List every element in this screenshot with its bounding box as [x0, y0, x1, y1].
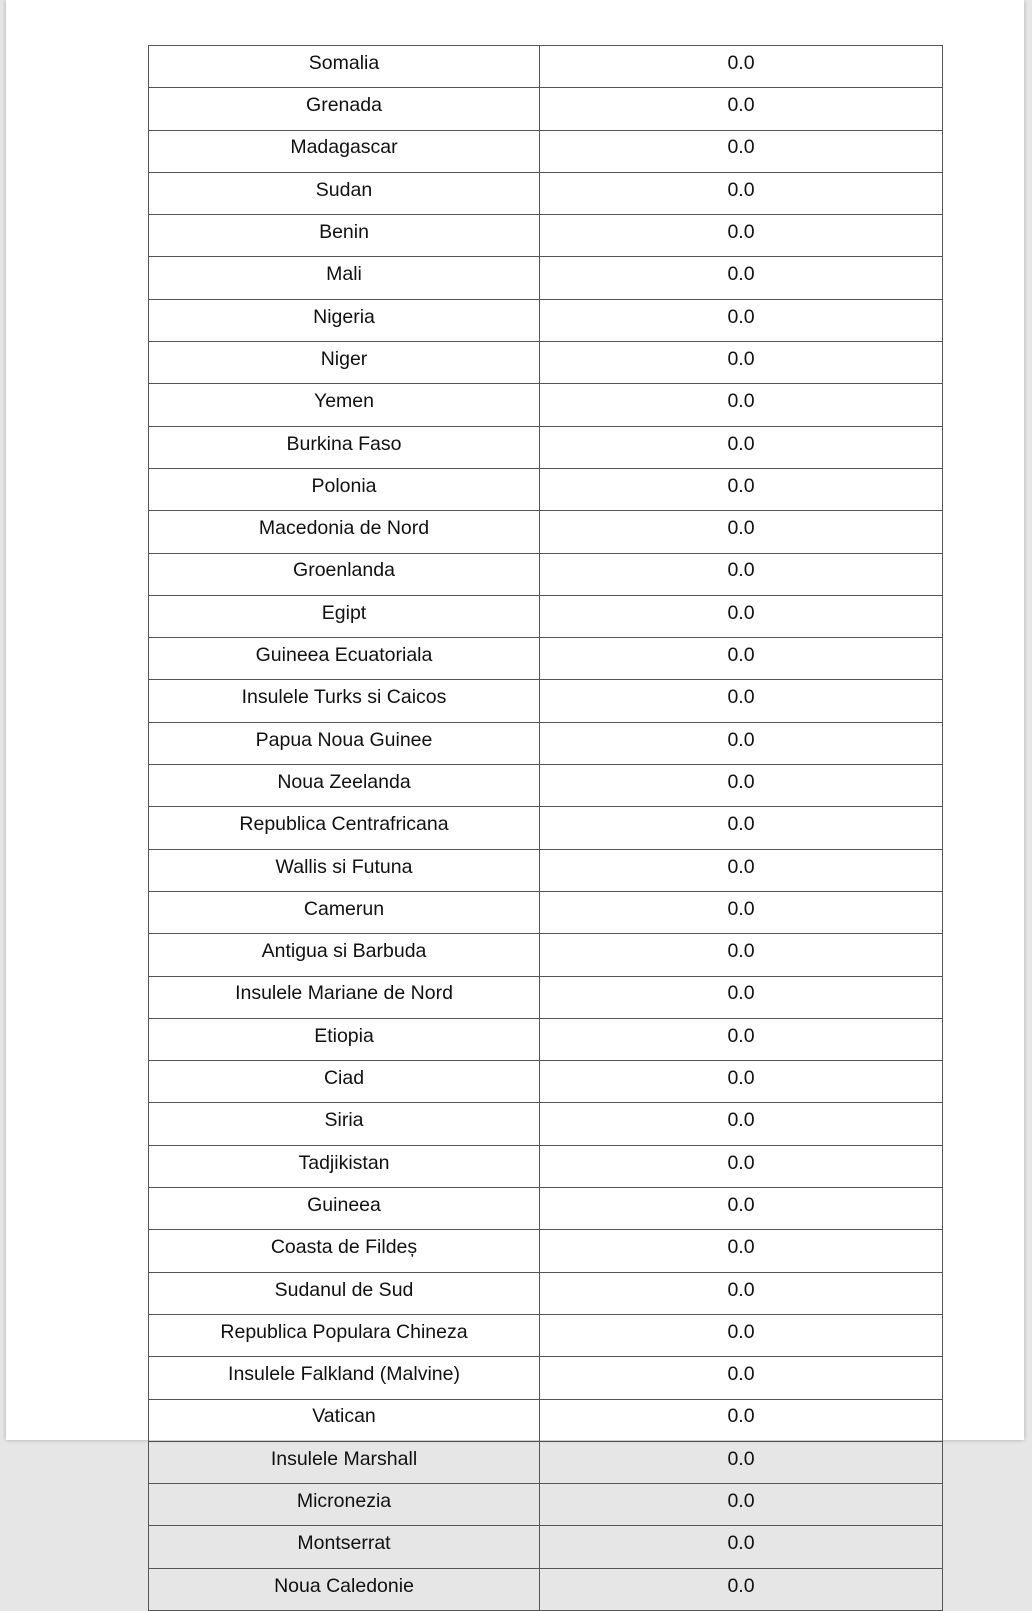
country-cell: Guineea Ecuatoriala [149, 638, 540, 680]
value-cell: 0.0 [540, 257, 943, 299]
country-cell: Siria [149, 1103, 540, 1145]
value-cell: 0.0 [540, 1230, 943, 1272]
value-cell: 0.0 [540, 1061, 943, 1103]
country-cell: Ciad [149, 1061, 540, 1103]
country-cell: Somalia [149, 46, 540, 88]
table-row [149, 1568, 943, 1610]
country-cell: Guineea [149, 1188, 540, 1230]
table-row [149, 976, 943, 1018]
country-cell: Republica Centrafricana [149, 807, 540, 849]
table-row [149, 130, 943, 172]
value-cell: 0.0 [540, 765, 943, 807]
table-body [149, 46, 943, 1611]
country-cell: Benin [149, 215, 540, 257]
table-row [149, 1526, 943, 1568]
value-cell: 0.0 [540, 215, 943, 257]
table-row [149, 1103, 943, 1145]
value-cell: 0.0 [540, 1188, 943, 1230]
table-row [149, 722, 943, 764]
value-cell: 0.0 [540, 722, 943, 764]
value-cell: 0.0 [540, 1314, 943, 1356]
table-row [149, 553, 943, 595]
country-cell: Noua Caledonie [149, 1568, 540, 1610]
table-row [149, 426, 943, 468]
table-row [149, 891, 943, 933]
value-cell: 0.0 [540, 891, 943, 933]
value-cell: 0.0 [540, 384, 943, 426]
table-row [149, 1314, 943, 1356]
table-row [149, 638, 943, 680]
value-cell: 0.0 [540, 1526, 943, 1568]
country-cell: Papua Noua Guinee [149, 722, 540, 764]
table-row [149, 1357, 943, 1399]
country-cell: Noua Zeelanda [149, 765, 540, 807]
document-page [6, 0, 1024, 1597]
value-cell: 0.0 [540, 1568, 943, 1610]
country-cell: Macedonia de Nord [149, 511, 540, 553]
table-row [149, 1484, 943, 1526]
table-row [149, 299, 943, 341]
country-cell: Tadjikistan [149, 1145, 540, 1187]
table-row [149, 934, 943, 976]
value-cell: 0.0 [540, 976, 943, 1018]
value-cell: 0.0 [540, 130, 943, 172]
country-cell: Wallis si Futuna [149, 849, 540, 891]
value-cell: 0.0 [540, 299, 943, 341]
country-cell: Grenada [149, 88, 540, 130]
value-cell: 0.0 [540, 88, 943, 130]
country-cell: Insulele Mariane de Nord [149, 976, 540, 1018]
table-row [149, 511, 943, 553]
country-cell: Camerun [149, 891, 540, 933]
value-cell: 0.0 [540, 1272, 943, 1314]
country-cell: Niger [149, 342, 540, 384]
country-cell: Coasta de Fildeș [149, 1230, 540, 1272]
table-row [149, 849, 943, 891]
table-row [149, 215, 943, 257]
table-row [149, 807, 943, 849]
value-cell: 0.0 [540, 934, 943, 976]
value-cell: 0.0 [540, 46, 943, 88]
country-values-table [148, 45, 943, 1611]
table-row [149, 1230, 943, 1272]
country-cell: Sudanul de Sud [149, 1272, 540, 1314]
table-row [149, 595, 943, 637]
value-cell: 0.0 [540, 595, 943, 637]
value-cell: 0.0 [540, 1399, 943, 1441]
country-cell: Nigeria [149, 299, 540, 341]
country-cell: Mali [149, 257, 540, 299]
table-row [149, 46, 943, 88]
country-cell: Montserrat [149, 1526, 540, 1568]
value-cell: 0.0 [540, 342, 943, 384]
table-row [149, 1272, 943, 1314]
table-row [149, 257, 943, 299]
country-cell: Sudan [149, 172, 540, 214]
country-cell: Etiopia [149, 1018, 540, 1060]
table-row [149, 384, 943, 426]
table-row [149, 88, 943, 130]
table-row [149, 1188, 943, 1230]
table-row [149, 1061, 943, 1103]
country-cell: Yemen [149, 384, 540, 426]
value-cell: 0.0 [540, 1018, 943, 1060]
table-row [149, 1145, 943, 1187]
value-cell: 0.0 [540, 553, 943, 595]
country-cell: Groenlanda [149, 553, 540, 595]
country-cell: Insulele Marshall [149, 1441, 540, 1483]
value-cell: 0.0 [540, 468, 943, 510]
country-cell: Egipt [149, 595, 540, 637]
table-row [149, 1399, 943, 1441]
table-row [149, 765, 943, 807]
table-row [149, 1441, 943, 1483]
value-cell: 0.0 [540, 1103, 943, 1145]
country-cell: Republica Populara Chineza [149, 1314, 540, 1356]
value-cell: 0.0 [540, 1484, 943, 1526]
table-row [149, 172, 943, 214]
country-cell: Polonia [149, 468, 540, 510]
country-cell: Vatican [149, 1399, 540, 1441]
table-row [149, 680, 943, 722]
value-cell: 0.0 [540, 511, 943, 553]
country-cell: Insulele Falkland (Malvine) [149, 1357, 540, 1399]
country-cell: Burkina Faso [149, 426, 540, 468]
table-row [149, 342, 943, 384]
country-cell: Antigua si Barbuda [149, 934, 540, 976]
value-cell: 0.0 [540, 426, 943, 468]
value-cell: 0.0 [540, 1145, 943, 1187]
value-cell: 0.0 [540, 1357, 943, 1399]
country-cell: Micronezia [149, 1484, 540, 1526]
value-cell: 0.0 [540, 680, 943, 722]
value-cell: 0.0 [540, 807, 943, 849]
country-cell: Madagascar [149, 130, 540, 172]
value-cell: 0.0 [540, 172, 943, 214]
table-row [149, 468, 943, 510]
value-cell: 0.0 [540, 638, 943, 680]
table-row [149, 1018, 943, 1060]
country-cell: Insulele Turks si Caicos [149, 680, 540, 722]
value-cell: 0.0 [540, 1441, 943, 1483]
value-cell: 0.0 [540, 849, 943, 891]
